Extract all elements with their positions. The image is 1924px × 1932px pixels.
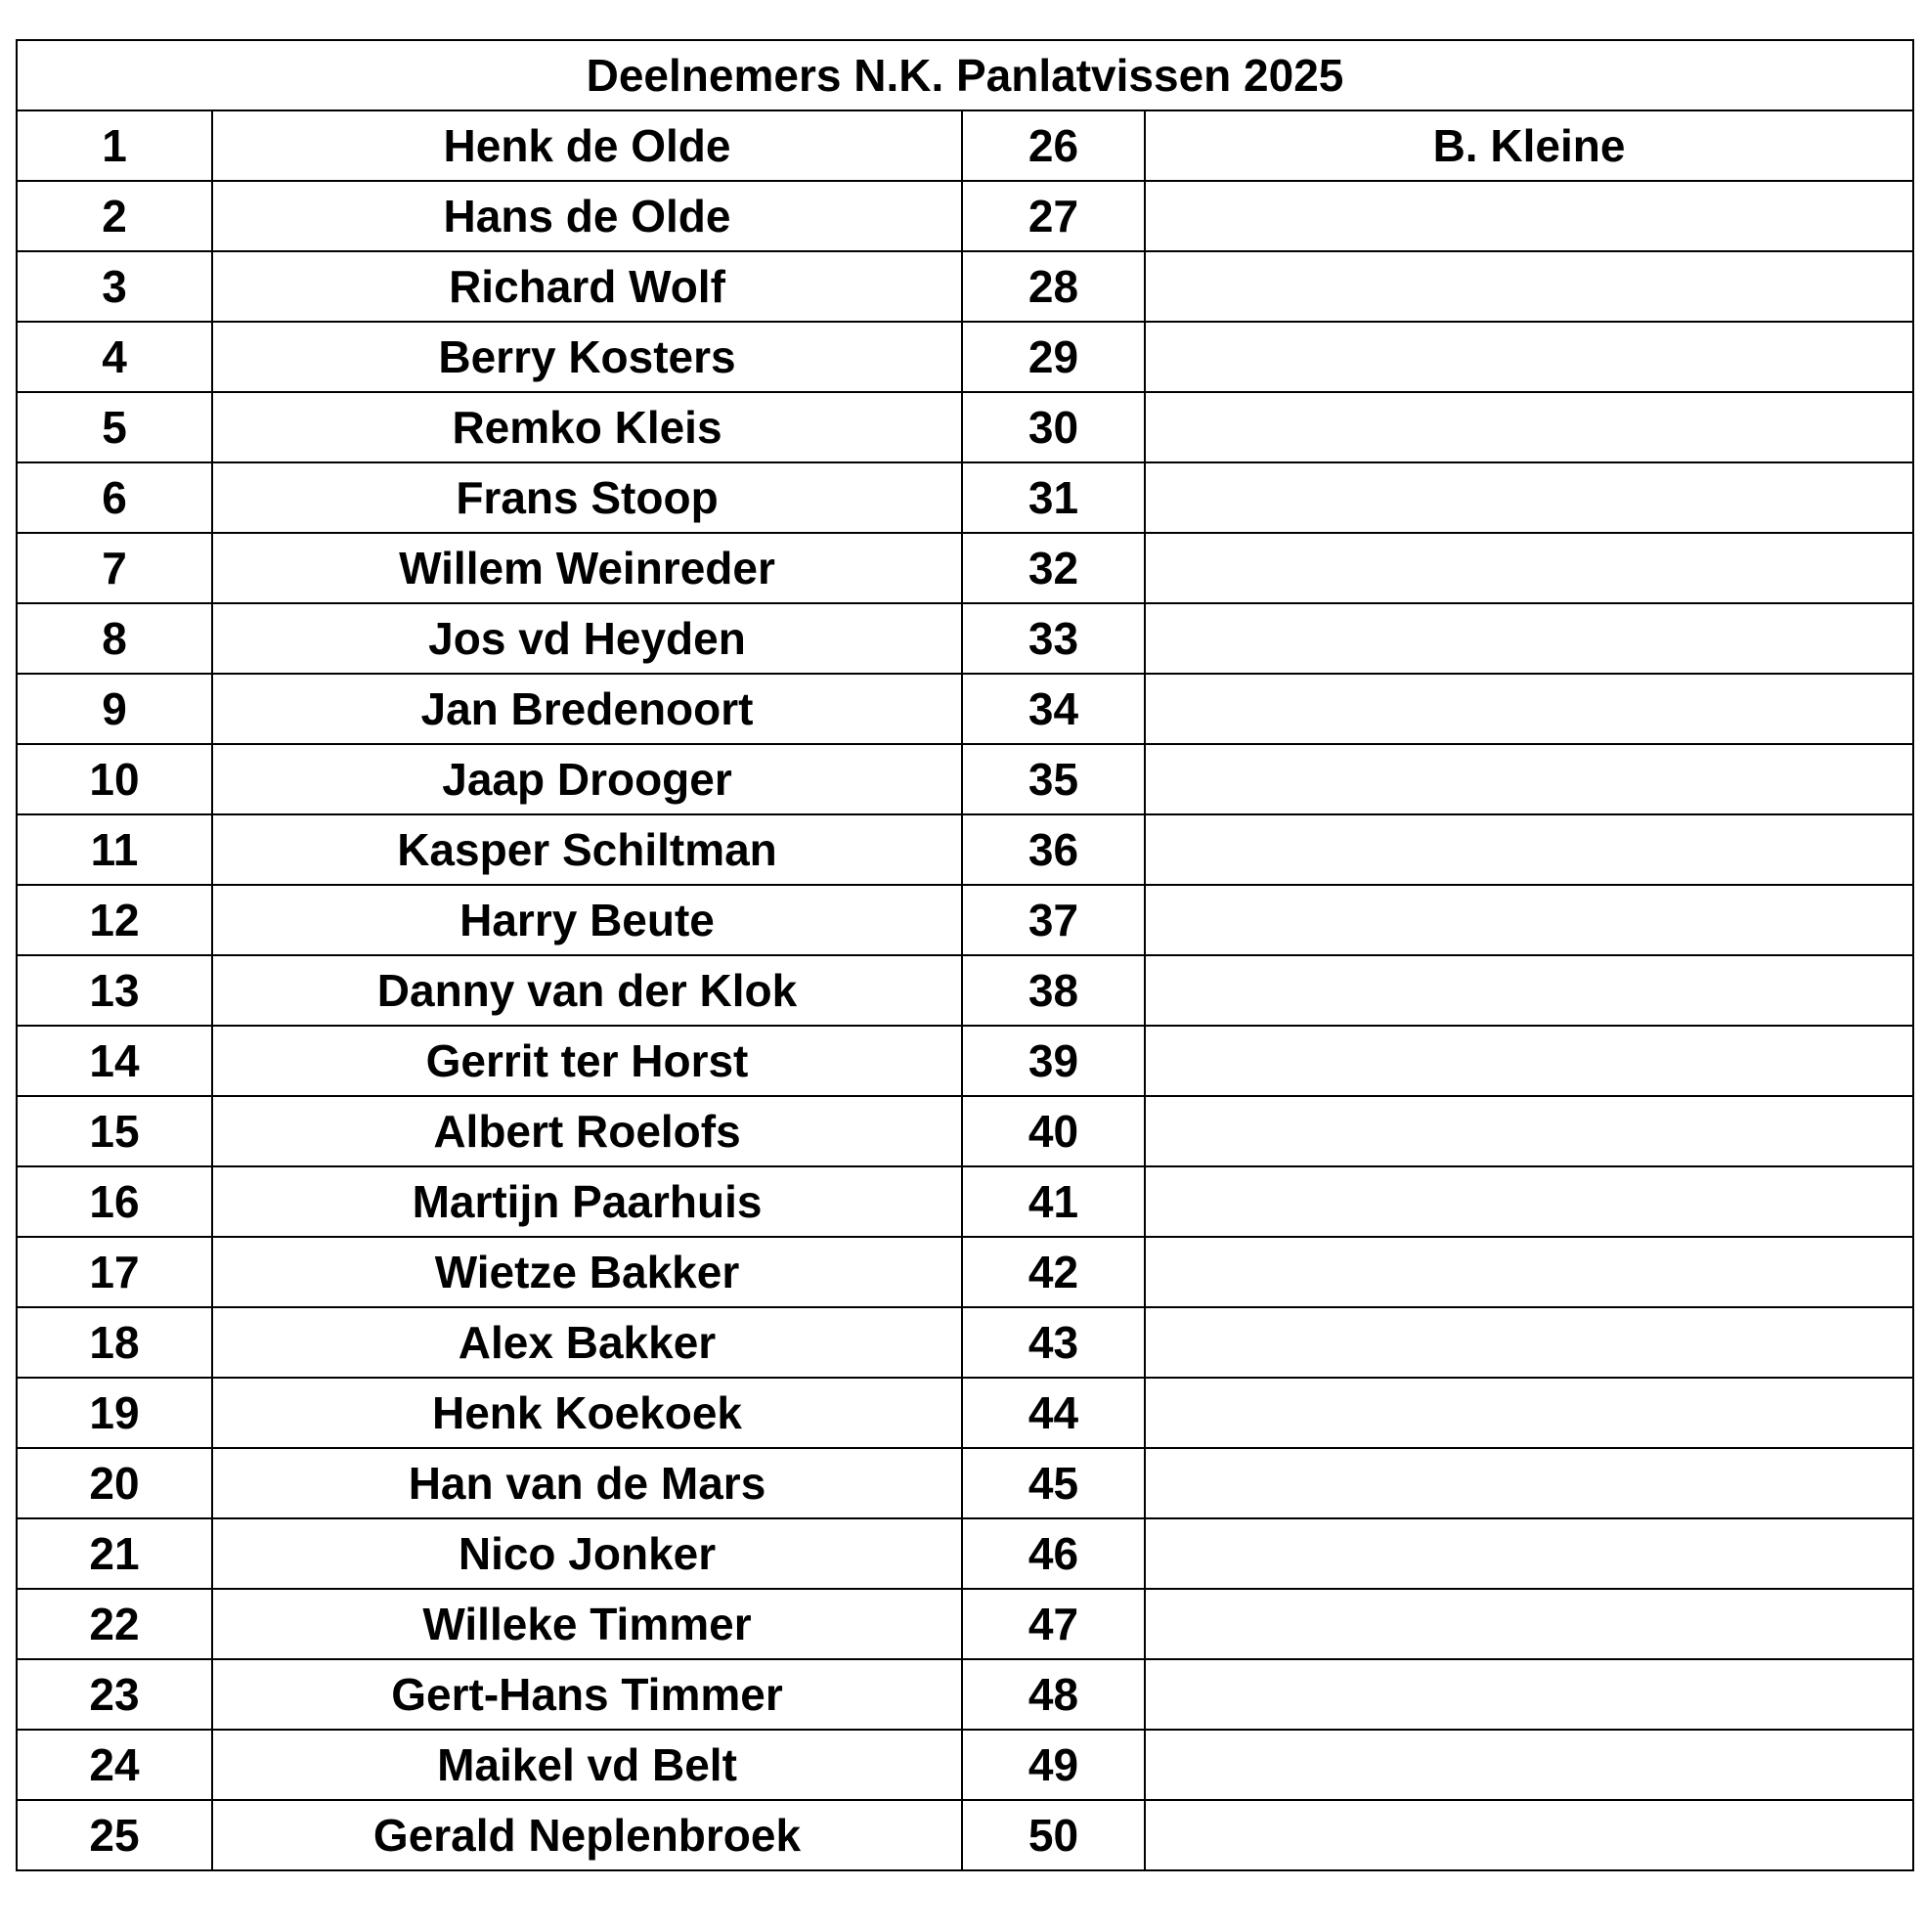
table-row	[17, 1378, 1913, 1448]
table-row	[17, 955, 1913, 1026]
participant-name-left: Jos vd Heyden	[212, 603, 962, 674]
participant-number-left: 25	[17, 1800, 212, 1870]
participant-number-right: 26	[962, 110, 1145, 181]
participant-number-right: 34	[962, 674, 1145, 744]
participant-name-right	[1145, 744, 1913, 814]
table-row	[17, 251, 1913, 322]
table-row	[17, 744, 1913, 814]
participant-number-left: 19	[17, 1378, 212, 1448]
participant-number-right: 48	[962, 1659, 1145, 1730]
table-row	[17, 1026, 1913, 1096]
participant-number-left: 20	[17, 1448, 212, 1518]
participant-name-left: Henk de Olde	[212, 110, 962, 181]
participant-name-left: Han van de Mars	[212, 1448, 962, 1518]
participant-number-right: 28	[962, 251, 1145, 322]
participant-name-left: Richard Wolf	[212, 251, 962, 322]
participant-name-left: Wietze Bakker	[212, 1237, 962, 1307]
participant-name-right	[1145, 1448, 1913, 1518]
participant-number-right: 47	[962, 1589, 1145, 1659]
participant-name-right	[1145, 1589, 1913, 1659]
participant-number-left: 22	[17, 1589, 212, 1659]
participant-number-right: 30	[962, 392, 1145, 462]
table-row	[17, 1307, 1913, 1378]
table-row	[17, 1096, 1913, 1166]
participants-sheet	[16, 39, 1912, 1871]
table-row	[17, 674, 1913, 744]
table-row	[17, 1730, 1913, 1800]
participant-name-right	[1145, 814, 1913, 885]
table-row	[17, 1589, 1913, 1659]
participant-name-right	[1145, 533, 1913, 603]
participant-number-right: 41	[962, 1166, 1145, 1237]
participant-number-right: 38	[962, 955, 1145, 1026]
participant-number-right: 40	[962, 1096, 1145, 1166]
participant-number-right: 46	[962, 1518, 1145, 1589]
participant-number-left: 7	[17, 533, 212, 603]
table-row	[17, 1518, 1913, 1589]
participant-name-right	[1145, 1307, 1913, 1378]
participant-name-left: Jan Bredenoort	[212, 674, 962, 744]
participant-name-left: Kasper Schiltman	[212, 814, 962, 885]
participant-number-left: 17	[17, 1237, 212, 1307]
participant-number-left: 21	[17, 1518, 212, 1589]
participant-name-left: Gert-Hans Timmer	[212, 1659, 962, 1730]
participant-name-left: Danny van der Klok	[212, 955, 962, 1026]
title-row	[17, 40, 1913, 110]
participant-number-left: 10	[17, 744, 212, 814]
participant-name-left: Frans Stoop	[212, 462, 962, 533]
participant-number-right: 42	[962, 1237, 1145, 1307]
participant-number-right: 32	[962, 533, 1145, 603]
table-row	[17, 885, 1913, 955]
table-row	[17, 533, 1913, 603]
participant-name-right	[1145, 1518, 1913, 1589]
participant-name-right	[1145, 322, 1913, 392]
participant-number-left: 24	[17, 1730, 212, 1800]
participant-name-right	[1145, 885, 1913, 955]
participants-table	[16, 39, 1914, 1871]
participant-name-left: Berry Kosters	[212, 322, 962, 392]
participant-number-left: 16	[17, 1166, 212, 1237]
table-row	[17, 110, 1913, 181]
participant-number-left: 1	[17, 110, 212, 181]
participant-number-right: 45	[962, 1448, 1145, 1518]
participant-name-right	[1145, 251, 1913, 322]
participant-name-right	[1145, 1659, 1913, 1730]
participant-number-left: 12	[17, 885, 212, 955]
participant-name-left: Jaap Drooger	[212, 744, 962, 814]
participant-name-left: Albert Roelofs	[212, 1096, 962, 1166]
participant-number-left: 8	[17, 603, 212, 674]
participants-table-body	[17, 40, 1913, 1870]
participant-name-right: B. Kleine	[1145, 110, 1913, 181]
participant-number-right: 49	[962, 1730, 1145, 1800]
table-row	[17, 181, 1913, 251]
participant-name-left: Gerald Neplenbroek	[212, 1800, 962, 1870]
participant-number-right: 44	[962, 1378, 1145, 1448]
table-row	[17, 1448, 1913, 1518]
participant-name-right	[1145, 1096, 1913, 1166]
participant-name-right	[1145, 462, 1913, 533]
participant-name-right	[1145, 1026, 1913, 1096]
table-row	[17, 322, 1913, 392]
participant-name-right	[1145, 1730, 1913, 1800]
participant-number-right: 35	[962, 744, 1145, 814]
participant-name-left: Remko Kleis	[212, 392, 962, 462]
participant-number-left: 11	[17, 814, 212, 885]
participant-name-left: Martijn Paarhuis	[212, 1166, 962, 1237]
table-row	[17, 1659, 1913, 1730]
participant-number-right: 29	[962, 322, 1145, 392]
table-row	[17, 392, 1913, 462]
participant-number-left: 4	[17, 322, 212, 392]
table-row	[17, 462, 1913, 533]
participant-name-right	[1145, 392, 1913, 462]
participant-name-right	[1145, 603, 1913, 674]
table-row	[17, 814, 1913, 885]
participant-name-left: Henk Koekoek	[212, 1378, 962, 1448]
participant-number-left: 18	[17, 1307, 212, 1378]
participant-name-right	[1145, 1166, 1913, 1237]
table-row	[17, 603, 1913, 674]
participant-name-right	[1145, 181, 1913, 251]
participant-name-right	[1145, 674, 1913, 744]
page-title: Deelnemers N.K. Panlatvissen 2025	[17, 40, 1913, 110]
participant-number-right: 50	[962, 1800, 1145, 1870]
participant-number-left: 23	[17, 1659, 212, 1730]
participant-number-right: 39	[962, 1026, 1145, 1096]
participant-number-right: 43	[962, 1307, 1145, 1378]
participant-name-left: Maikel vd Belt	[212, 1730, 962, 1800]
participant-number-left: 9	[17, 674, 212, 744]
participant-name-right	[1145, 955, 1913, 1026]
table-row	[17, 1237, 1913, 1307]
participant-name-right	[1145, 1378, 1913, 1448]
participant-name-left: Nico Jonker	[212, 1518, 962, 1589]
participant-number-left: 5	[17, 392, 212, 462]
participant-number-left: 3	[17, 251, 212, 322]
participant-number-right: 37	[962, 885, 1145, 955]
participant-name-right	[1145, 1800, 1913, 1870]
participant-number-left: 15	[17, 1096, 212, 1166]
participant-number-left: 6	[17, 462, 212, 533]
participant-name-left: Willeke Timmer	[212, 1589, 962, 1659]
table-row	[17, 1166, 1913, 1237]
participant-name-right	[1145, 1237, 1913, 1307]
participant-number-left: 14	[17, 1026, 212, 1096]
participant-name-left: Hans de Olde	[212, 181, 962, 251]
participant-number-right: 27	[962, 181, 1145, 251]
participant-number-left: 2	[17, 181, 212, 251]
table-row	[17, 1800, 1913, 1870]
participant-name-left: Alex Bakker	[212, 1307, 962, 1378]
participant-name-left: Willem Weinreder	[212, 533, 962, 603]
participant-name-left: Harry Beute	[212, 885, 962, 955]
participant-number-right: 33	[962, 603, 1145, 674]
participant-number-left: 13	[17, 955, 212, 1026]
participant-number-right: 36	[962, 814, 1145, 885]
participant-name-left: Gerrit ter Horst	[212, 1026, 962, 1096]
participant-number-right: 31	[962, 462, 1145, 533]
